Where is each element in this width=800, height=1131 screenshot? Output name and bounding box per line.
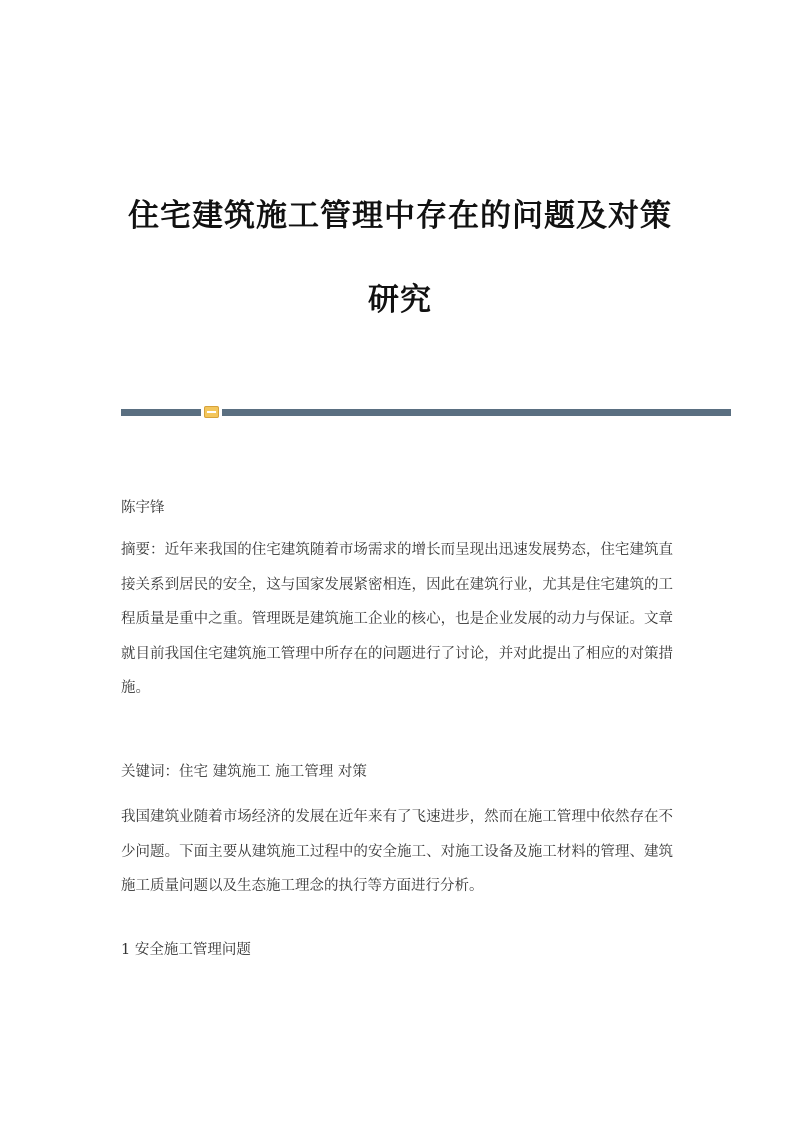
document-title-line-1: 住宅建筑施工管理中存在的问题及对策 [128, 198, 672, 234]
title-divider-left [121, 409, 201, 416]
intro-paragraph: 我国建筑业随着市场经济的发展在近年来有了飞速进步，然而在施工管理中依然存在不少问题。下面主要从建筑施工过程中的安全施工、对施工设备及施工材料的管理、建筑施工质量问题以及生态施工理念的执行等方面进行分析。 [121, 809, 673, 895]
envelope-icon [204, 406, 219, 418]
title-divider-right [222, 409, 731, 416]
abstract-paragraph: 摘要：近年来我国的住宅建筑随着市场需求的增长而呈现出迅速发展势态，住宅建筑直接关系到居民的安全，这与国家发展紧密相连，因此在建筑行业，尤其是住宅建筑的工程质量是重中之重。管理既是建筑施工企业的核心，也是企业发展的动力与保证。文章就目前我国住宅建筑施工管理中所存在的问题进行了讨论，并对此提出了相应的对策措施。 [121, 542, 673, 697]
keywords-line: 关键词：住宅 建筑施工 施工管理 对策 [121, 764, 367, 780]
author-name: 陈宇锋 [121, 500, 165, 516]
section-heading-1: 1 安全施工管理问题 [121, 942, 251, 958]
document-title-line-2: 研究 [368, 282, 432, 318]
